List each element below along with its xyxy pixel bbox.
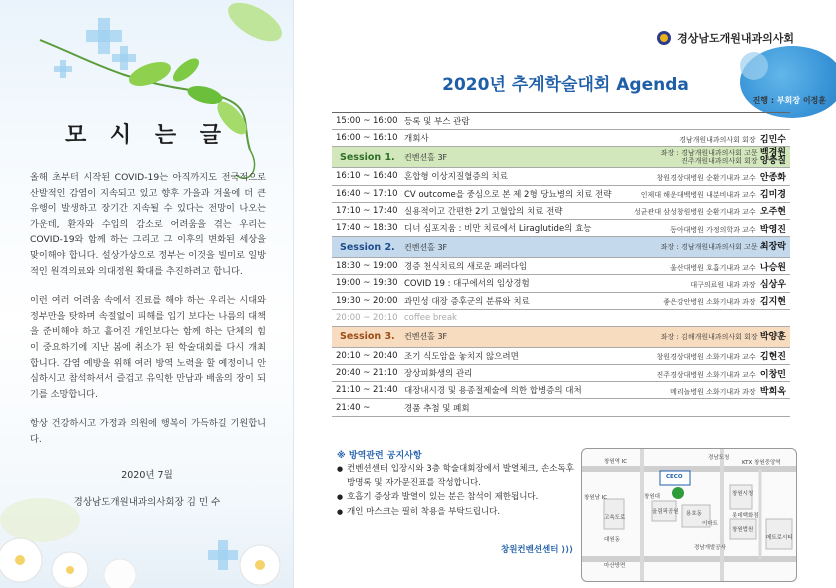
welcome-body — [30, 170, 266, 462]
speaker-name: 김민수 — [759, 134, 786, 145]
agenda-topic: 디너 심포지움 : 비만 치료에서 Liraglutide의 효능 — [404, 224, 592, 235]
agenda-time: 17:40 ~ 18:30 — [336, 223, 398, 234]
speaker-affiliation: 동아대병원 가정의학과 교수 — [670, 225, 756, 234]
session-chair — [661, 243, 790, 252]
agenda-row — [332, 130, 790, 147]
map-label: 롯데백화점 — [732, 513, 759, 519]
map-label: CECO — [666, 474, 683, 480]
agenda-row — [332, 293, 790, 310]
agenda-table — [332, 112, 790, 417]
speaker-name: 박희옥 — [759, 386, 786, 397]
location-map — [581, 448, 797, 582]
chair-affiliation: 좌장 : 경남개원내과의사회 고문 — [660, 242, 758, 251]
welcome-signature: 경상남도개원내과의사회장 김 민 수 — [73, 497, 221, 508]
agenda-topic: 혼합형 이상지질혈증의 치료 — [404, 172, 508, 183]
speaker-name: 안종화 — [759, 172, 786, 183]
speaker-affiliation: 메리놀병원 소화기내과 과장 — [670, 387, 756, 396]
map-label: 대원동 — [604, 537, 620, 543]
agenda-title: 2020년 추계학술대회 Agenda — [442, 75, 689, 95]
map-label: 이마트 — [702, 521, 718, 527]
organization-header — [657, 30, 794, 46]
agenda-topic: CV outcome을 중심으로 본 제 2형 당뇨병의 치료 전략 — [404, 189, 612, 200]
agenda-topic: COVID 19 : 대구에서의 임상경험 — [404, 279, 530, 290]
map-label: 메트로시티 — [766, 535, 793, 541]
welcome-date: 2020년 7월 — [121, 470, 173, 481]
agenda-topic: 장상피화생의 관리 — [404, 369, 473, 380]
agenda-speaker — [690, 277, 790, 290]
speaker-affiliation: 울산대병원 호흡기내과 교수 — [670, 263, 756, 272]
speaker-affiliation: 창원경상대병원 순환기내과 교수 — [656, 173, 756, 182]
agenda-row — [332, 382, 790, 399]
agenda-time: 21:10 ~ 21:40 — [336, 385, 398, 396]
welcome-panel — [0, 0, 294, 588]
chair-affiliation: 진주개원내과의사회 회장 — [681, 157, 758, 166]
agenda-row — [332, 203, 790, 220]
agenda-row — [332, 220, 790, 237]
welcome-paragraph: 이런 여러 어려움 속에서 진료를 해야 하는 우리는 시대와 정부만을 탓하며 속절없이 피해를 입기 보다는 나름의 대책을 준비해야 하고 흩어진 개인보다는 함께 하는 단체의 힘이 중요하기에 지난 봄에 취소가 된 학술대회를 다시 개최합니다. 감염 예방을 위해 여러 방역 노력을 할 예정이니 안심하시고 참석하셔서 즐겁고 유익한 만남과 배움의 장이 되기를 소망합니다. — [30, 295, 266, 400]
agenda-topic: 등록 및 부스 관람 — [404, 117, 470, 128]
agenda-row — [332, 348, 790, 365]
map-label: 창원대 — [644, 494, 660, 500]
agenda-row — [332, 399, 790, 416]
notice-list — [337, 462, 577, 519]
session-title: Session 2. — [340, 241, 395, 253]
agenda-speaker — [657, 170, 790, 183]
agenda-time: 16:40 ~ 17:10 — [336, 188, 398, 199]
agenda-panel — [295, 0, 836, 588]
notice-item: ● 개인 마스크는 필히 착용을 부탁드립니다. — [337, 505, 577, 519]
speaker-name: 박영진 — [759, 224, 786, 235]
speaker-name: 심상우 — [759, 279, 786, 290]
agenda-time: 16:10 ~ 16:40 — [336, 171, 398, 182]
notice-item: ● 컨벤션센터 입장시와 3층 학술대회장에서 발열체크, 손소독후 방명록 및 자가문진표를 작성합니다. — [337, 462, 577, 490]
chair-affiliation: 좌장 : 경남개원내과의사회 고문 — [660, 148, 758, 157]
agenda-time: 20:10 ~ 20:40 — [336, 350, 398, 361]
notice-title: ※ 방역관련 공지사항 — [337, 451, 422, 461]
agenda-time: 16:00 ~ 16:10 — [336, 133, 398, 144]
map-label: 마산방면 — [604, 563, 626, 569]
session-header — [332, 147, 790, 168]
map-label: 고속도로 — [604, 515, 626, 521]
agenda-row — [332, 365, 790, 382]
agenda-speaker — [641, 187, 790, 200]
agenda-topic: coffee break — [404, 312, 457, 323]
speaker-name: 김미경 — [759, 190, 786, 201]
agenda-topic: 실용적이고 간편한 2기 고혈압의 치료 전략 — [404, 206, 563, 217]
agenda-time: 20:40 ~ 21:10 — [336, 368, 398, 379]
agenda-time: 20:00 ~ 20:10 — [336, 312, 398, 323]
chair-name: 백경원 — [759, 147, 786, 158]
moderator — [753, 95, 826, 106]
agenda-topic: 개회사 — [404, 134, 429, 145]
chair-name: 박양훈 — [759, 331, 786, 342]
agenda-speaker — [657, 367, 790, 380]
agenda-time: 21:40 ~ — [336, 402, 371, 413]
organization-name: 경상남도개원내과의사회 — [677, 32, 794, 45]
agenda-row — [332, 113, 790, 130]
welcome-paragraph: 올해 초부터 시작된 COVID-19는 아직까지도 전국적으로 산발적인 감염이 지속되고 있고 향후 가을과 겨울에 더 큰 유행이 발생하고 장기간 지속될 수 있다는 전망이 나오는 가운데, 환자와 수입의 감소로 어려움을 겪는 우리는 COVID-19와 함께 하는 그리고 그 이후의 변화된 세상을 맞이해야 합니다. 설상가상으로 정부는 이것을 빌미로 일방적인 원격의료와 의대정원 확대를 추진하려고 합니다. — [30, 172, 266, 277]
speaker-name: 오주현 — [759, 207, 786, 218]
speaker-affiliation: 대구의료원 내과 과장 — [690, 280, 756, 289]
speaker-affiliation: 경남개원내과의사회 회장 — [679, 135, 756, 144]
agenda-time: 19:00 ~ 19:30 — [336, 278, 398, 289]
agenda-row — [332, 186, 790, 203]
agenda-speaker — [670, 222, 790, 235]
map-label: KTX 창원중앙역 — [742, 460, 781, 466]
chair-affiliation: 좌장 : 김해개원내과의사회 회장 — [660, 332, 758, 341]
agenda-speaker — [670, 384, 790, 397]
session-hall: 컨벤션홀 3F — [404, 152, 448, 162]
speaker-affiliation: 성균관대 삼성창원병원 순환기내과 교수 — [634, 208, 756, 217]
coffee-break-row — [332, 310, 790, 327]
agenda-topic: 경증 천식치료의 새로운 패러다임 — [404, 262, 528, 273]
moderator-prefix: 진행 : — [752, 96, 775, 105]
speaker-name: 나승원 — [759, 262, 786, 273]
session-title: Session 1. — [340, 151, 395, 163]
agenda-speaker — [679, 132, 790, 145]
speaker-affiliation: 좋은강안병원 소화기내과 과장 — [663, 298, 756, 307]
agenda-row — [332, 168, 790, 185]
session-chair — [661, 333, 790, 342]
map-caption: 창원컨벤션센터 ⟩⟩⟩ — [501, 545, 574, 555]
welcome-title: 모 시 는 글 — [65, 122, 229, 148]
map-label: 용호동 — [686, 511, 702, 517]
agenda-topic: 과민성 대장 증후군의 분류와 치료 — [404, 296, 530, 307]
speaker-name: 이창민 — [759, 369, 786, 380]
map-label: 창원법원 — [732, 527, 754, 533]
map-label: 경남도청 — [708, 455, 730, 461]
speaker-name: 김지현 — [759, 297, 786, 308]
moderator-name: 이정훈 — [802, 96, 826, 105]
notice-item: ● 호흡기 증상과 발열이 있는 분은 참석이 제한됩니다. — [337, 490, 577, 504]
agenda-speaker — [663, 294, 790, 307]
agenda-topic: 대장내시경 및 용종절제술에 의한 합병증의 대처 — [404, 386, 582, 397]
session-title: Session 3. — [340, 331, 395, 343]
agenda-time: 17:10 ~ 17:40 — [336, 205, 398, 216]
agenda-row — [332, 275, 790, 292]
map-label: 창원시청 — [732, 491, 754, 497]
map-label: 창원남 IC — [584, 495, 608, 501]
map-label: 경남개발공사 — [694, 545, 726, 551]
agenda-time: 19:30 ~ 20:00 — [336, 295, 398, 306]
agenda-time: 18:30 ~ 19:00 — [336, 261, 398, 272]
agenda-topic: 경품 추첨 및 폐회 — [404, 403, 470, 414]
speaker-affiliation: 인제대 해운대백병원 내분비내과 교수 — [640, 191, 756, 200]
agenda-speaker — [670, 260, 790, 273]
organization-logo-icon — [657, 31, 671, 45]
session-header — [332, 327, 790, 348]
chair-name: 양충질 — [759, 156, 786, 167]
agenda-topic: 조기 식도암을 놓치지 않으려면 — [404, 351, 519, 362]
agenda-time: 15:00 ~ 16:00 — [336, 116, 398, 127]
chair-name: 최장락 — [759, 241, 786, 252]
speaker-affiliation: 창원경상대병원 소화기내과 교수 — [656, 353, 756, 362]
speaker-affiliation: 진주경상대병원 소화기내과 교수 — [656, 370, 756, 379]
session-header — [332, 237, 790, 258]
agenda-speaker — [657, 349, 790, 362]
session-hall: 컨벤션홀 3F — [404, 332, 448, 342]
session-hall: 컨벤션홀 3F — [404, 242, 448, 252]
session-chair — [661, 149, 790, 166]
welcome-paragraph: 항상 건강하시고 가정과 의원에 행복이 가득하길 기원합니다. — [30, 418, 266, 445]
agenda-speaker — [634, 204, 790, 217]
agenda-row — [332, 258, 790, 275]
map-label: 올림픽공원 — [652, 509, 679, 515]
speaker-name: 김현진 — [759, 352, 786, 363]
map-label: 창원역 IC — [604, 459, 628, 465]
moderator-role: 부회장 — [776, 96, 801, 105]
